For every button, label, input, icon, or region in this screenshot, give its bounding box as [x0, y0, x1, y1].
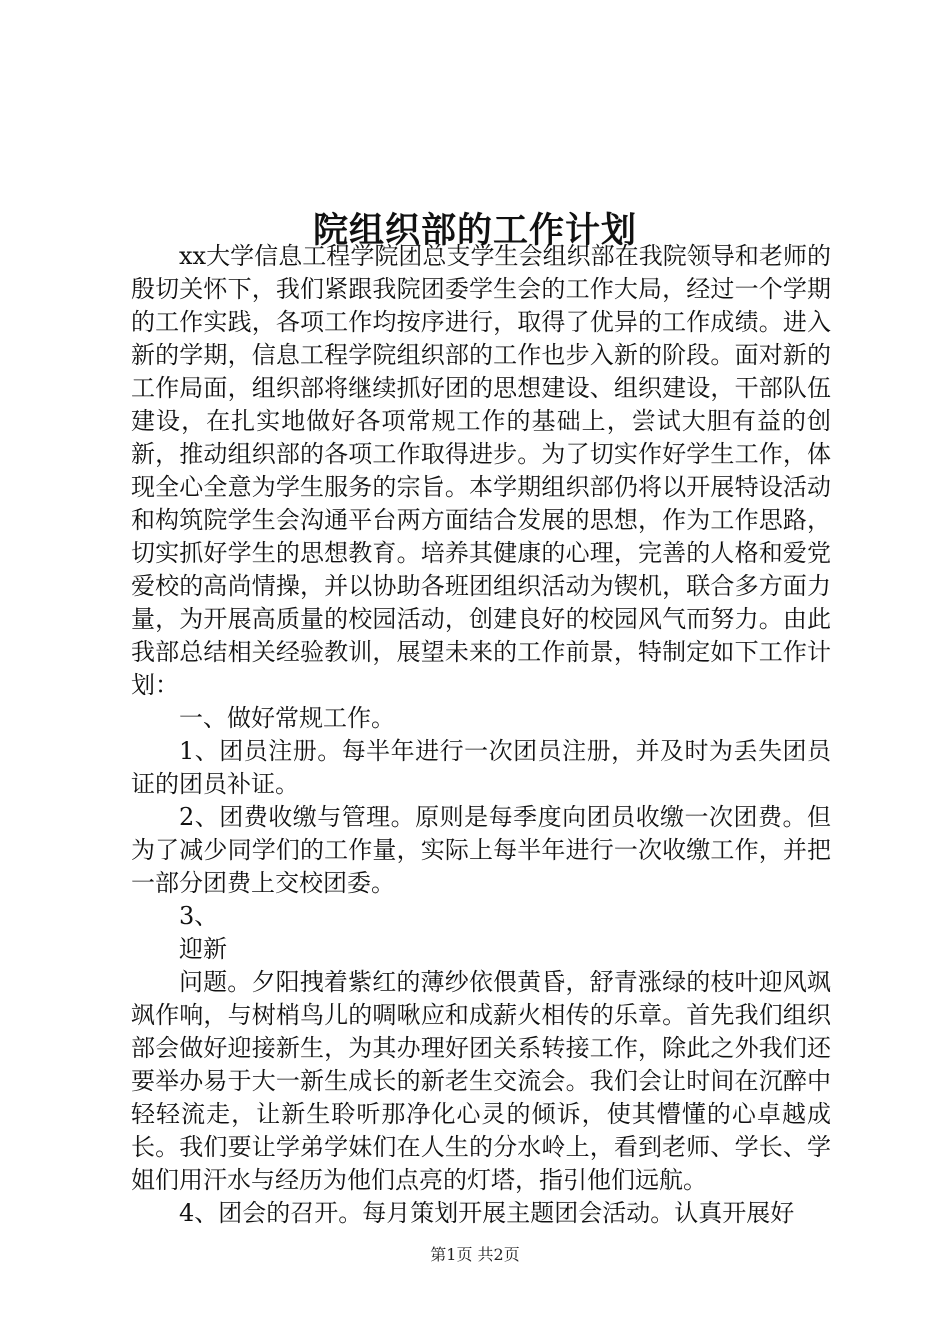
- section-heading-1: 一、做好常规工作。: [179, 704, 395, 732]
- page-footer: 第1页 共2页: [430, 1245, 520, 1264]
- intro-paragraph: xx大学信息工程学院团总支学生会组织部在我院领导和老师的殷切关怀下，我们紧跟我院团委学生会的工作大局，经过一个学期的工作实践，各项工作均按序进行，取得了优异的工作成绩。进入新的学期，信息工程学院组织部的工作也步入新的阶段。面对新的工作局面，组织部将继续抓好团的思想建设、组织建设，干部队伍建设，在扎实地做好各项常规工作的基础上，尝试大胆有益的创新，推动组织部的各项工作取得进步。为了切实作好学生工作，体现全心全意为学生服务的宗旨。本学期组织部仍将以开展特设活动和构筑院学生会沟通平台两方面结合发展的思想，作为工作思路，切实抓好学生的思想教育。培养其健康的心理，完善的人格和爱党爱校的高尚情操，并以协助各班团组织活动为锲机，联合多方面力量，为开展高质量的校园活动，创建良好的校园风气而努力。由此我部总结相关经验教训，展望未来的工作前景，特制定如下工作计划：: [131, 242, 831, 699]
- item-1-paragraph: 1、团员注册。每半年进行一次团员注册，并及时为丢失团员证的团员补证。: [131, 737, 831, 798]
- document-body: [131, 240, 831, 1230]
- item-3-paragraph: 问题。夕阳拽着紫红的薄纱依偎黄昏，舒青涨绿的枝叶迎风飒飒作响，与树梢鸟儿的啁啾应和成薪火相传的乐章。首先我们组织部会做好迎接新生，为其办理好团关系转接工作，除此之外我们还要举办易于大一新生成长的新老生交流会。我们会让时间在沉醉中轻轻流走，让新生聆听那净化心灵的倾诉，使其懵懂的心卓越成长。我们要让学弟学妹们在人生的分水岭上，看到老师、学长、学姐们用汗水与经历为他们点亮的灯塔，指引他们远航。: [131, 968, 831, 1194]
- document-title: 院组织部的工作计划: [312, 210, 637, 252]
- item-3-number: 3、: [179, 902, 219, 930]
- item-3-title: 迎新: [179, 935, 227, 963]
- item-4-paragraph: 4、团会的召开。每月策划开展主题团会活动。认真开展好: [179, 1199, 795, 1227]
- item-2-paragraph: 2、团费收缴与管理。原则是每季度向团员收缴一次团费。但为了减少同学们的工作量，实际上每半年进行一次收缴工作，并把一部分团费上交校团委。: [131, 803, 831, 897]
